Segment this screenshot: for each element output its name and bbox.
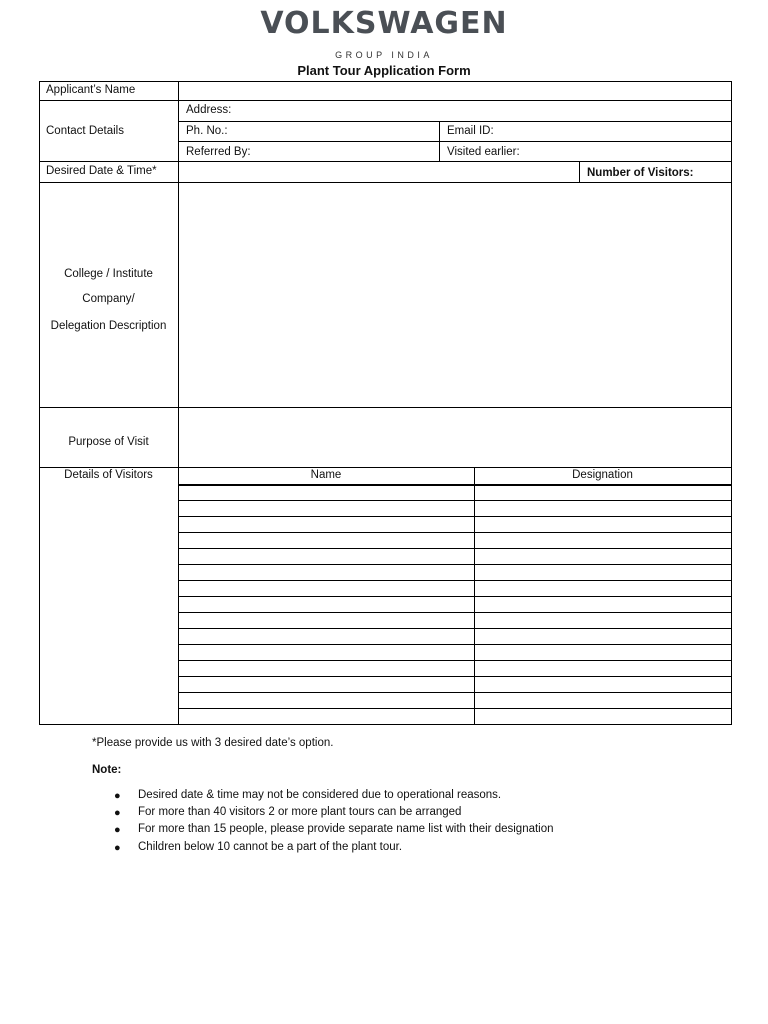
row-divider bbox=[39, 161, 732, 162]
visitor-row-line bbox=[178, 580, 732, 581]
address-label: Address: bbox=[186, 104, 232, 116]
applicant-name-label: Applicant’s Name bbox=[46, 84, 136, 96]
contact-column-divider bbox=[439, 121, 440, 162]
table-border-top bbox=[39, 81, 732, 82]
visitor-row-line bbox=[178, 532, 732, 533]
table-border-left bbox=[39, 81, 40, 725]
row-divider bbox=[39, 100, 732, 101]
row-divider bbox=[178, 121, 732, 122]
phone-label: Ph. No.: bbox=[186, 125, 228, 137]
list-item: Children below 10 cannot be a part of the plant tour. bbox=[138, 841, 403, 853]
list-item: For more than 15 people, please provide separate name list with their designation bbox=[138, 823, 554, 835]
asterisk-note: *Please provide us with 3 desired date’s option. bbox=[92, 737, 334, 749]
bullet-icon: ● bbox=[114, 790, 121, 802]
row-divider bbox=[178, 141, 732, 142]
email-label: Email ID: bbox=[447, 125, 494, 137]
table-border-bottom bbox=[39, 724, 732, 725]
visitor-row-line bbox=[178, 516, 732, 517]
visitor-row-line bbox=[178, 676, 732, 677]
row-divider bbox=[39, 407, 732, 408]
desired-date-label: Desired Date & Time* bbox=[46, 165, 157, 177]
contact-details-label: Contact Details bbox=[46, 125, 124, 137]
row-divider bbox=[39, 467, 732, 468]
purpose-of-visit-label: Purpose of Visit bbox=[68, 436, 149, 448]
visitor-row-line bbox=[178, 612, 732, 613]
form-title: Plant Tour Application Form bbox=[297, 63, 471, 78]
designation-column-header: Designation bbox=[572, 469, 633, 481]
bullet-icon: ● bbox=[114, 807, 121, 819]
number-of-visitors-label: Number of Visitors: bbox=[587, 167, 694, 179]
visitor-row-line bbox=[178, 596, 732, 597]
visitor-row-line bbox=[178, 564, 732, 565]
visitor-row-line bbox=[178, 500, 732, 501]
description-label-line2: Company/ bbox=[82, 293, 135, 305]
visitor-row-line bbox=[178, 660, 732, 661]
visitors-header-divider bbox=[178, 484, 732, 486]
bullet-icon: ● bbox=[114, 824, 121, 836]
description-label-line3: Delegation Description bbox=[50, 320, 167, 332]
visitor-row-line bbox=[178, 548, 732, 549]
row-divider bbox=[39, 182, 732, 183]
bullet-icon: ● bbox=[114, 842, 121, 854]
list-item: For more than 40 visitors 2 or more plant tours can be arranged bbox=[138, 806, 462, 818]
visited-earlier-label: Visited earlier: bbox=[447, 146, 520, 158]
note-label: Note: bbox=[92, 764, 122, 776]
referred-by-label: Referred By: bbox=[186, 146, 251, 158]
details-of-visitors-label: Details of Visitors bbox=[64, 469, 153, 481]
visitor-row-line bbox=[178, 628, 732, 629]
name-column-header: Name bbox=[310, 469, 342, 481]
visitors-count-divider bbox=[579, 161, 580, 183]
brand-logo: VOLKSWAGEN bbox=[260, 6, 508, 41]
list-item: Desired date & time may not be considered due to operational reasons. bbox=[138, 789, 502, 801]
visitor-row-line bbox=[178, 644, 732, 645]
brand-subtitle: GROUP INDIA bbox=[335, 50, 433, 60]
visitor-row-line bbox=[178, 692, 732, 693]
visitor-row-line bbox=[178, 708, 732, 709]
description-label-line1: College / Institute bbox=[64, 268, 153, 280]
